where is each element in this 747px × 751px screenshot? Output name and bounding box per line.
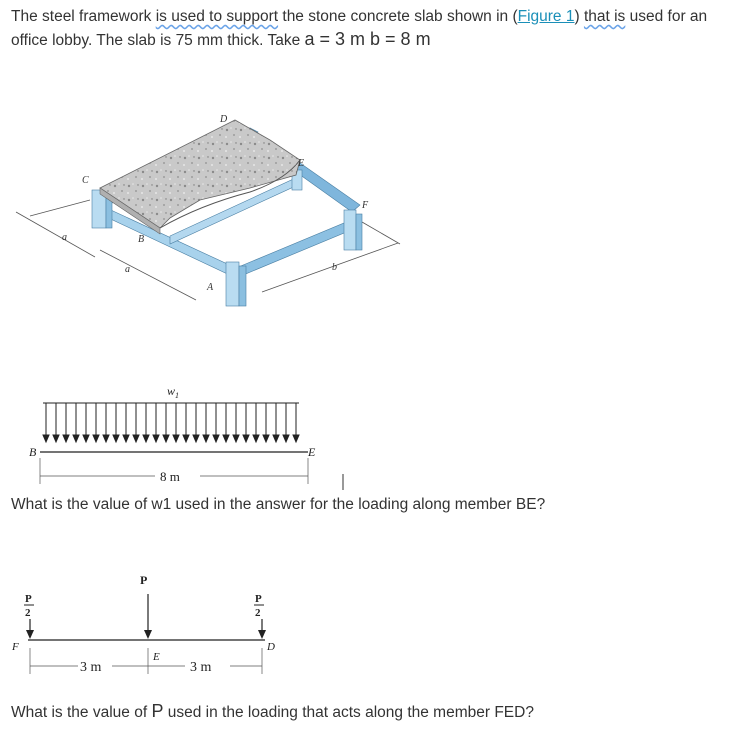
question-text: The steel framework is used to support the stone concrete slab shown in (Figure 1) that is used for an office lobby. The slab is 75 mm thick. Take a = 3 m b = 8 m [11,8,708,49]
figure-link[interactable]: Figure 1 [517,8,575,25]
question-w1: What is the value of w1 used in the answer for the loading along member BE? [11,496,546,513]
svg-text:2: 2 [255,607,261,619]
svg-text:w1: $w_1$ [167,384,180,400]
beam2-E: E [153,651,160,663]
label-E: E [298,158,305,169]
label-a1: a [62,232,67,243]
label-A: A [207,282,214,293]
label-D: D [220,114,228,125]
grammar-highlight: that is [583,8,626,25]
question-P: What is the value of P used in the loading that acts along the member FED? [11,701,534,721]
label-B: B [138,234,145,245]
beam1-span: 8 m [160,469,180,484]
beam1-left-label: B [29,445,37,459]
beam1-right-label: E [308,445,316,459]
label-a2: a [125,264,130,275]
beam-be-diagram [29,384,343,490]
beam-fed-diagram [11,573,275,675]
svg-text:P: P [25,593,32,605]
grammar-highlight: is used to support [155,8,279,25]
label-b: b [332,262,337,273]
given-values: a = 3 m b = 8 m [304,29,431,49]
label-F: F [362,200,369,211]
beam2-F: F [12,641,19,653]
beam2-dim-right: 3 m [190,660,212,675]
svg-text:2: 2 [25,607,31,619]
svg-text:P: P [255,593,262,605]
beam2-dim-left: 3 m [80,660,102,675]
beam2-D: D [267,641,275,653]
load-P: P [140,573,148,587]
label-C: C [82,175,89,186]
